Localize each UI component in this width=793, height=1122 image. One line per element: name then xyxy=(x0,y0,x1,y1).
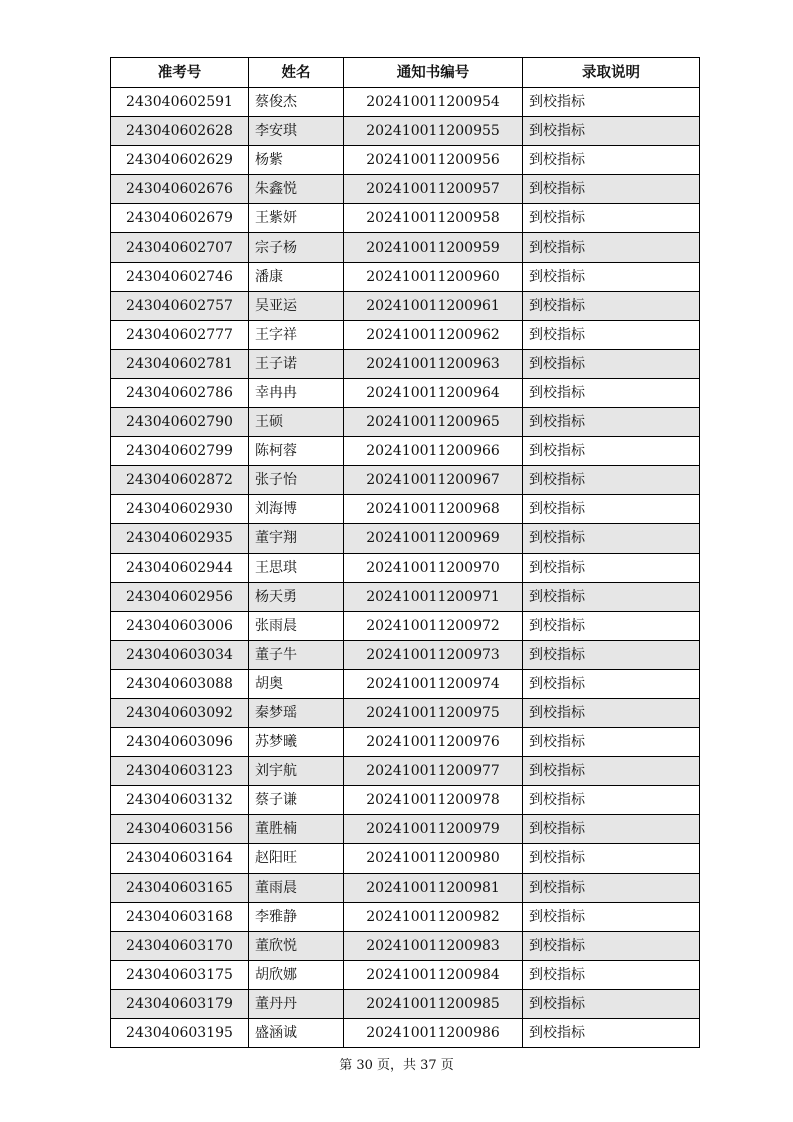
admission-note-cell: 到校指标 xyxy=(523,408,700,437)
admission-note-cell: 到校指标 xyxy=(523,291,700,320)
admission-note-cell: 到校指标 xyxy=(523,233,700,262)
table-row xyxy=(111,582,700,611)
student-name-cell: 李雅静 xyxy=(249,902,344,931)
table-body xyxy=(111,88,700,1048)
notice-number-cell: 202410011200971 xyxy=(344,582,523,611)
table-row xyxy=(111,640,700,669)
admission-note-cell: 到校指标 xyxy=(523,466,700,495)
notice-number-cell: 202410011200966 xyxy=(344,437,523,466)
notice-number-cell: 202410011200981 xyxy=(344,873,523,902)
student-name-cell: 胡欣娜 xyxy=(249,960,344,989)
exam-number-cell: 243040603006 xyxy=(111,611,249,640)
notice-number-cell: 202410011200964 xyxy=(344,378,523,407)
student-name-cell: 陈柯蓉 xyxy=(249,437,344,466)
table-row xyxy=(111,960,700,989)
student-name-cell: 朱鑫悦 xyxy=(249,175,344,204)
notice-number-cell: 202410011200986 xyxy=(344,1019,523,1048)
admission-table xyxy=(110,57,700,1048)
table-row xyxy=(111,553,700,582)
notice-number-cell: 202410011200961 xyxy=(344,291,523,320)
admission-note-cell: 到校指标 xyxy=(523,844,700,873)
notice-number-cell: 202410011200977 xyxy=(344,757,523,786)
admission-note-cell: 到校指标 xyxy=(523,320,700,349)
exam-number-cell: 243040602591 xyxy=(111,88,249,117)
admission-note-cell: 到校指标 xyxy=(523,786,700,815)
exam-number-cell: 243040602956 xyxy=(111,582,249,611)
table-row xyxy=(111,204,700,233)
admission-note-cell: 到校指标 xyxy=(523,582,700,611)
admission-note-cell: 到校指标 xyxy=(523,989,700,1018)
notice-number-cell: 202410011200983 xyxy=(344,931,523,960)
notice-number-cell: 202410011200978 xyxy=(344,786,523,815)
exam-number-cell: 243040603088 xyxy=(111,669,249,698)
page-footer: 第 30 页，共 37 页 xyxy=(339,1058,454,1073)
student-name-cell: 秦梦瑶 xyxy=(249,698,344,727)
exam-number-cell: 243040602707 xyxy=(111,233,249,262)
exam-number-cell: 243040602679 xyxy=(111,204,249,233)
exam-number-cell: 243040602872 xyxy=(111,466,249,495)
notice-number-cell: 202410011200976 xyxy=(344,728,523,757)
admission-note-cell: 到校指标 xyxy=(523,815,700,844)
notice-number-cell: 202410011200967 xyxy=(344,466,523,495)
notice-number-cell: 202410011200960 xyxy=(344,262,523,291)
student-name-cell: 吴亚运 xyxy=(249,291,344,320)
notice-number-cell: 202410011200980 xyxy=(344,844,523,873)
admission-note-cell: 到校指标 xyxy=(523,873,700,902)
admission-note-cell: 到校指标 xyxy=(523,524,700,553)
exam-number-cell: 243040603179 xyxy=(111,989,249,1018)
table-row xyxy=(111,466,700,495)
table-row xyxy=(111,233,700,262)
student-name-cell: 杨天勇 xyxy=(249,582,344,611)
notice-number-cell: 202410011200957 xyxy=(344,175,523,204)
exam-number-cell: 243040603156 xyxy=(111,815,249,844)
admission-note-cell: 到校指标 xyxy=(523,88,700,117)
table-row xyxy=(111,262,700,291)
notice-number-cell: 202410011200962 xyxy=(344,320,523,349)
table-row xyxy=(111,815,700,844)
student-name-cell: 赵阳旺 xyxy=(249,844,344,873)
admission-note-cell: 到校指标 xyxy=(523,611,700,640)
notice-number-cell: 202410011200968 xyxy=(344,495,523,524)
table-row xyxy=(111,320,700,349)
header-admission-note: 录取说明 xyxy=(523,58,700,88)
table-row xyxy=(111,88,700,117)
exam-number-cell: 243040603096 xyxy=(111,728,249,757)
table-row xyxy=(111,844,700,873)
exam-number-cell: 243040602786 xyxy=(111,378,249,407)
exam-number-cell: 243040602746 xyxy=(111,262,249,291)
notice-number-cell: 202410011200958 xyxy=(344,204,523,233)
student-name-cell: 董宇翔 xyxy=(249,524,344,553)
table-row xyxy=(111,146,700,175)
student-name-cell: 董欣悦 xyxy=(249,931,344,960)
notice-number-cell: 202410011200972 xyxy=(344,611,523,640)
exam-number-cell: 243040602790 xyxy=(111,408,249,437)
notice-number-cell: 202410011200956 xyxy=(344,146,523,175)
student-name-cell: 刘宇航 xyxy=(249,757,344,786)
exam-number-cell: 243040603195 xyxy=(111,1019,249,1048)
table-row xyxy=(111,175,700,204)
table-row xyxy=(111,728,700,757)
exam-number-cell: 243040603034 xyxy=(111,640,249,669)
student-name-cell: 王硕 xyxy=(249,408,344,437)
exam-number-cell: 243040602628 xyxy=(111,117,249,146)
admission-note-cell: 到校指标 xyxy=(523,553,700,582)
admission-note-cell: 到校指标 xyxy=(523,146,700,175)
table-row xyxy=(111,931,700,960)
exam-number-cell: 243040603164 xyxy=(111,844,249,873)
table-row xyxy=(111,757,700,786)
student-name-cell: 蔡子谦 xyxy=(249,786,344,815)
admission-note-cell: 到校指标 xyxy=(523,640,700,669)
student-name-cell: 王思琪 xyxy=(249,553,344,582)
admission-note-cell: 到校指标 xyxy=(523,698,700,727)
student-name-cell: 胡奥 xyxy=(249,669,344,698)
admission-note-cell: 到校指标 xyxy=(523,378,700,407)
admission-note-cell: 到校指标 xyxy=(523,117,700,146)
admission-note-cell: 到校指标 xyxy=(523,349,700,378)
admission-note-cell: 到校指标 xyxy=(523,175,700,204)
admission-note-cell: 到校指标 xyxy=(523,1019,700,1048)
exam-number-cell: 243040602935 xyxy=(111,524,249,553)
student-name-cell: 董雨晨 xyxy=(249,873,344,902)
student-name-cell: 王字祥 xyxy=(249,320,344,349)
exam-number-cell: 243040603165 xyxy=(111,873,249,902)
table-row xyxy=(111,437,700,466)
admission-note-cell: 到校指标 xyxy=(523,728,700,757)
table-header-row xyxy=(111,58,700,88)
notice-number-cell: 202410011200955 xyxy=(344,117,523,146)
exam-number-cell: 243040602676 xyxy=(111,175,249,204)
exam-number-cell: 243040603170 xyxy=(111,931,249,960)
notice-number-cell: 202410011200954 xyxy=(344,88,523,117)
notice-number-cell: 202410011200979 xyxy=(344,815,523,844)
notice-number-cell: 202410011200973 xyxy=(344,640,523,669)
exam-number-cell: 243040603132 xyxy=(111,786,249,815)
notice-number-cell: 202410011200982 xyxy=(344,902,523,931)
admission-note-cell: 到校指标 xyxy=(523,437,700,466)
exam-number-cell: 243040603175 xyxy=(111,960,249,989)
student-name-cell: 董丹丹 xyxy=(249,989,344,1018)
header-exam-number: 准考号 xyxy=(111,58,249,88)
admission-note-cell: 到校指标 xyxy=(523,204,700,233)
admission-note-cell: 到校指标 xyxy=(523,495,700,524)
student-name-cell: 宗子杨 xyxy=(249,233,344,262)
admission-list-sheet xyxy=(110,57,699,1048)
table-row xyxy=(111,117,700,146)
notice-number-cell: 202410011200984 xyxy=(344,960,523,989)
exam-number-cell: 243040602781 xyxy=(111,349,249,378)
table-row xyxy=(111,378,700,407)
notice-number-cell: 202410011200959 xyxy=(344,233,523,262)
table-row xyxy=(111,524,700,553)
table-row xyxy=(111,902,700,931)
student-name-cell: 王紫妍 xyxy=(249,204,344,233)
exam-number-cell: 243040602777 xyxy=(111,320,249,349)
table-row xyxy=(111,611,700,640)
student-name-cell: 董胜楠 xyxy=(249,815,344,844)
notice-number-cell: 202410011200985 xyxy=(344,989,523,1018)
notice-number-cell: 202410011200963 xyxy=(344,349,523,378)
table-row xyxy=(111,873,700,902)
exam-number-cell: 243040602930 xyxy=(111,495,249,524)
exam-number-cell: 243040602629 xyxy=(111,146,249,175)
student-name-cell: 张雨晨 xyxy=(249,611,344,640)
exam-number-cell: 243040603123 xyxy=(111,757,249,786)
student-name-cell: 董子牛 xyxy=(249,640,344,669)
admission-note-cell: 到校指标 xyxy=(523,931,700,960)
admission-note-cell: 到校指标 xyxy=(523,669,700,698)
header-name: 姓名 xyxy=(249,58,344,88)
admission-note-cell: 到校指标 xyxy=(523,960,700,989)
exam-number-cell: 243040603168 xyxy=(111,902,249,931)
admission-note-cell: 到校指标 xyxy=(523,757,700,786)
notice-number-cell: 202410011200975 xyxy=(344,698,523,727)
student-name-cell: 潘康 xyxy=(249,262,344,291)
table-row xyxy=(111,669,700,698)
notice-number-cell: 202410011200970 xyxy=(344,553,523,582)
table-row xyxy=(111,495,700,524)
table-row xyxy=(111,989,700,1018)
notice-number-cell: 202410011200974 xyxy=(344,669,523,698)
exam-number-cell: 243040602944 xyxy=(111,553,249,582)
table-row xyxy=(111,408,700,437)
table-row xyxy=(111,291,700,320)
student-name-cell: 张子怡 xyxy=(249,466,344,495)
student-name-cell: 杨紫 xyxy=(249,146,344,175)
student-name-cell: 李安琪 xyxy=(249,117,344,146)
table-row xyxy=(111,786,700,815)
student-name-cell: 刘海博 xyxy=(249,495,344,524)
header-notice-number: 通知书编号 xyxy=(344,58,523,88)
student-name-cell: 苏梦曦 xyxy=(249,728,344,757)
table-row xyxy=(111,698,700,727)
admission-note-cell: 到校指标 xyxy=(523,262,700,291)
student-name-cell: 盛涵诚 xyxy=(249,1019,344,1048)
exam-number-cell: 243040603092 xyxy=(111,698,249,727)
student-name-cell: 王子诺 xyxy=(249,349,344,378)
notice-number-cell: 202410011200969 xyxy=(344,524,523,553)
student-name-cell: 蔡俊杰 xyxy=(249,88,344,117)
notice-number-cell: 202410011200965 xyxy=(344,408,523,437)
student-name-cell: 幸冉冉 xyxy=(249,378,344,407)
admission-note-cell: 到校指标 xyxy=(523,902,700,931)
table-row xyxy=(111,349,700,378)
exam-number-cell: 243040602757 xyxy=(111,291,249,320)
exam-number-cell: 243040602799 xyxy=(111,437,249,466)
table-row xyxy=(111,1019,700,1048)
